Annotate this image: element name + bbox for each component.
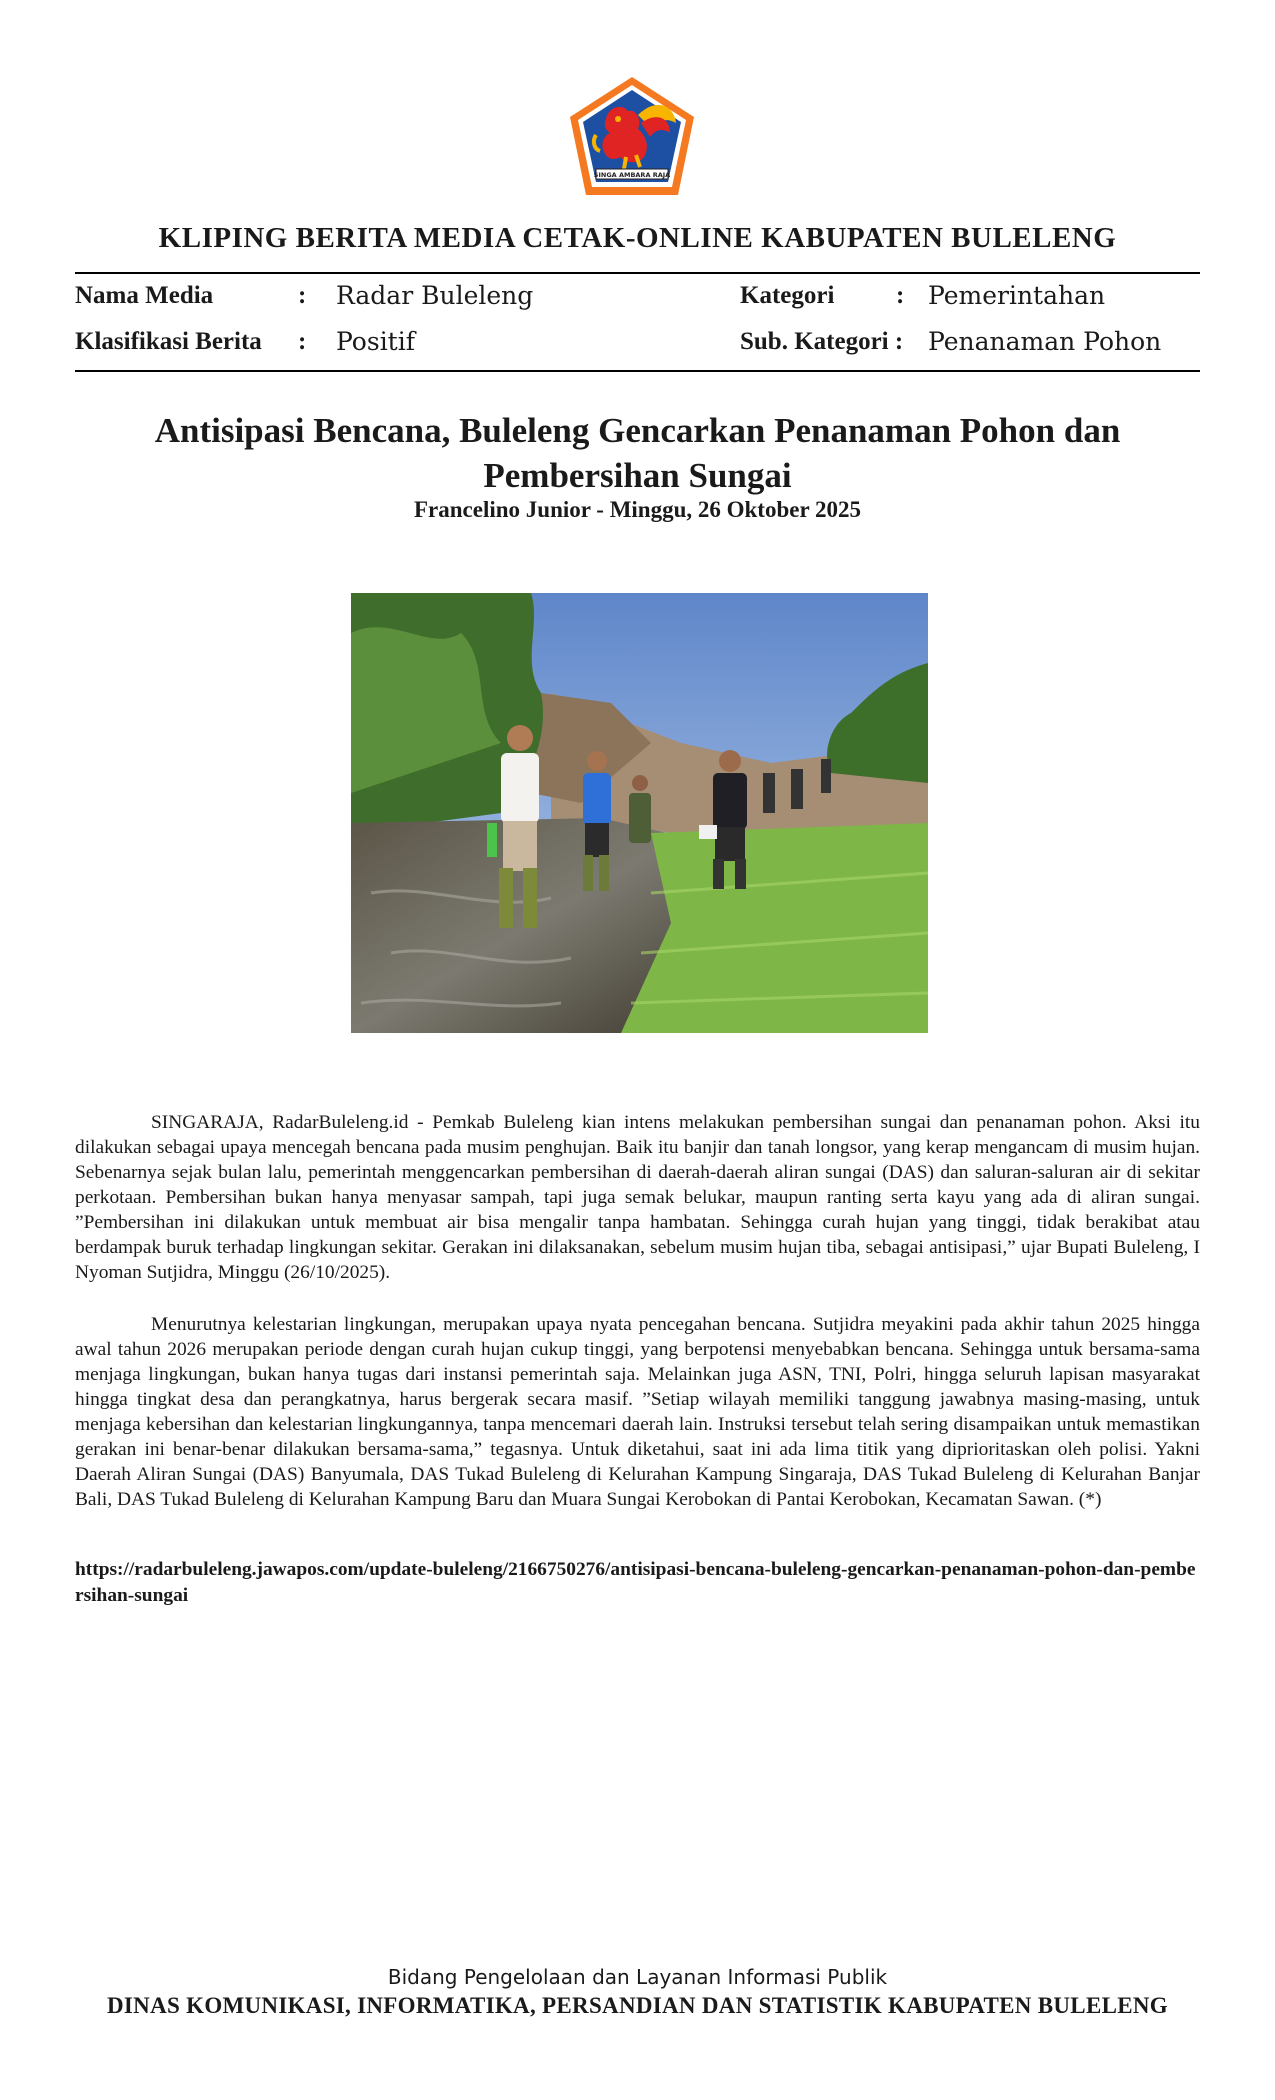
article-photo	[351, 593, 928, 1033]
category-value: Pemerintahan	[928, 281, 1106, 310]
category-label: Kategori	[740, 282, 835, 309]
article-title: Antisipasi Bencana, Buleleng Gencarkan Penanaman Pohon dan Pembersihan Sungai	[154, 411, 1121, 495]
subcategory-label: Sub. Kategori :	[740, 328, 904, 355]
emblem-motto: SINGA AMBARA RAJA	[593, 171, 671, 179]
footer-agency-name: DINAS KOMUNIKASI, INFORMATIKA, PERSANDIAN DAN STATISTIK KABUPATEN BULELENG	[107, 1993, 1168, 2018]
classification-value: Positif	[336, 327, 415, 356]
subcategory-value: Penanaman Pohon	[928, 327, 1162, 356]
article-paragraph: SINGARAJA, RadarBuleleng.id - Pemkab Buleleng kian intens melakukan pembersihan sungai dan penanaman pohon. Aksi itu dilakukan sebagai upaya mencegah bencana pada musim penghujan. Baik itu banjir dan tanah longsor, yang kerap mengancam di musim hujan. Sebenarnya sejak bulan lalu, pemerintah menggencarkan pembersihan di daerah-daerah aliran sungai (DAS) dan saluran-saluran air di sekitar perkotaan. Pembersihan bukan hanya menyasar sampah, tapi juga semak belukar, maupun ranting serta kayu yang ada di aliran sungai. ”Pembersihan ini dilakukan untuk membuat air bisa mengalir tanpa hambatan. Sehingga curah hujan yang tinggi, tidak berakibat atau berdampak buruk terhadap lingkungan sekitar. Gerakan ini dilaksanakan, sebelum musim hujan tiba, sebagai antisipasi,” ujar Bupati Buleleng, I Nyoman Sutjidra, Minggu (26/10/2025).	[75, 1112, 1200, 1283]
article-body	[75, 1110, 1200, 1285]
category-colon: :	[896, 282, 905, 309]
media-colon: :	[298, 282, 307, 309]
document-header-title: KLIPING BERITA MEDIA CETAK-ONLINE KABUPATEN BULELENG	[158, 222, 1117, 254]
article-paragraph: Menurutnya kelestarian lingkungan, merupakan upaya nyata pencegahan bencana. Sutjidra meyakini pada akhir tahun 2025 hingga awal tahun 2026 merupakan periode dengan curah hujan cukup tinggi, yang berpotensi menyebabkan bencana. Sehingga untuk bersama-sama menjaga lingkungan, bukan hanya tugas dari instansi pemerintah saja. Melainkan juga ASN, TNI, Polri, hingga seluruh lapisan masyarakat hingga tingkat desa dan perangkatnya, harus bergerak secara masif. ”Setiap wilayah memiliki tanggung jawabnya masing-masing, untuk menjaga kebersihan dan kelestarian lingkungannya, tanpa mencemari daerah lain. Instruksi tersebut telah sering disampaikan untuk memastikan gerakan ini benar-benar dilakukan bersama-sama,” tegasnya. Untuk diketahui, saat ini ada lima titik yang diprioritaskan oleh polisi. Yakni Daerah Aliran Sungai (DAS) Banyumala, DAS Tukad Buleleng di Kelurahan Kampung Singaraja, DAS Tukad Buleleng di Kelurahan Banjar Bali, DAS Tukad Buleleng di Kelurahan Kampung Baru dan Muara Sungai Kerobokan di Pantai Kerobokan, Kecamatan Sawan. (*)	[75, 1314, 1200, 1510]
header-divider-top	[75, 272, 1200, 274]
media-label: Nama Media	[75, 282, 214, 309]
header-divider-bottom	[75, 370, 1200, 372]
article-body-continued	[75, 1312, 1200, 1512]
article-byline: Francelino Junior - Minggu, 26 Oktober 2025	[413, 497, 862, 522]
media-value: Radar Buleleng	[336, 281, 534, 310]
footer-unit-name: Bidang Pengelolaan dan Layanan Informasi Publik	[387, 1965, 888, 1989]
source-link[interactable]: https://radarbuleleng.jawapos.com/update-buleleng/2166750276/antisipasi-bencana-buleleng-gencarkan-penanaman-pohon-dan-pembersihan-sungai	[75, 1559, 1196, 1606]
classification-label: Klasifikasi Berita	[75, 328, 262, 355]
classification-colon: :	[298, 328, 307, 355]
regency-emblem-logo	[566, 75, 698, 199]
